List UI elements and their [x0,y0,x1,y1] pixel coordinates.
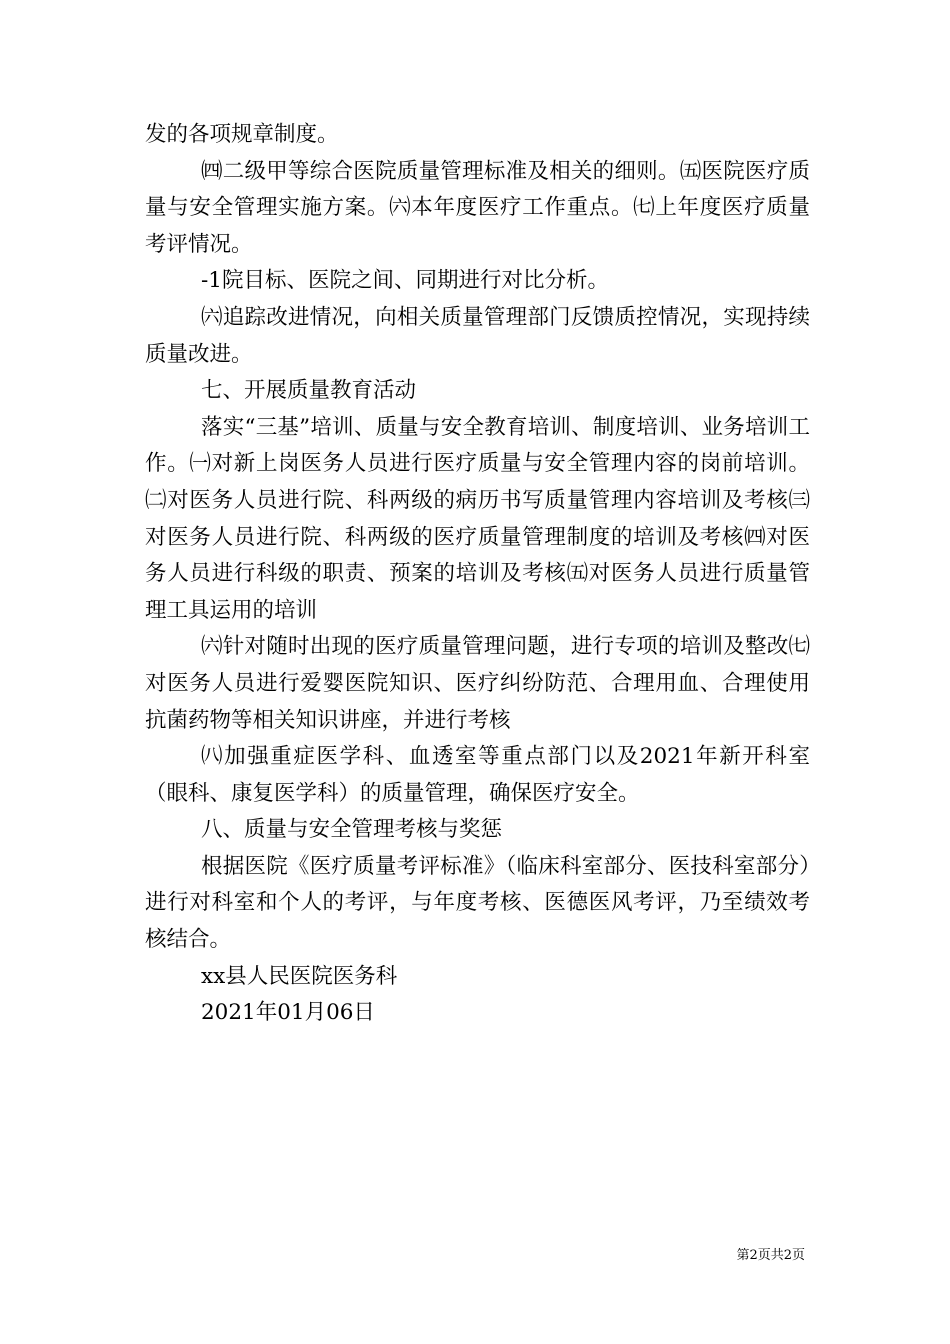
paragraph-training-items: 落实“三基”培训、质量与安全教育培训、制度培训、业务培训工作。㈠对新上岗医务人员进行医疗质量与安全管理内容的岗前培训。㈡对医务人员进行院、科两级的病历书写质量管理内容培训及考核㈢对医务人员进行院、科两级的医疗质量管理制度的培训及考核㈣对医务人员进行科级的职责、预案的培训及考核㈤对医务人员进行质量管理工具运用的培训 [145,414,810,623]
paragraph-assessment-standard: 根据医院《医疗质量考评标准》（临床科室部分、医技科室部分）进行对科室和个人的考评，与年度考核、医德医风考评，乃至绩效考核结合。 [145,853,810,953]
paragraph-key-departments: ㈧加强重症医学科、血透室等重点部门以及2021年新开科室（眼科、康复医学科）的质量管理，确保医疗安全。 [145,744,810,806]
paragraph-comparison-analysis: -1院目标、医院之间、同期进行对比分析。 [201,268,609,294]
paragraph-standards-list: ㈣二级甲等综合医院质量管理标准及相关的细则。㈤医院医疗质量与安全管理实施方案。㈥本年度医疗工作重点。㈦上年度医疗质量考评情况。 [145,158,810,257]
document-body [145,117,810,1032]
signature-date: 2021年01月06日 [201,1000,375,1026]
section-heading-assessment-rewards: 八、质量与安全管理考核与奖惩 [201,817,503,843]
signature-department: xx县人民医院医务科 [201,963,398,989]
page-number-footer: 第2页共2页 [736,1248,805,1263]
section-heading-quality-education: 七、开展质量教育活动 [201,378,417,404]
paragraph-continuation: 发的各项规章制度。 [145,122,339,147]
paragraph-special-training: ㈥针对随时出现的医疗质量管理问题，进行专项的培训及整改㈦对医务人员进行爱婴医院知识、医疗纠纷防范、合理用血、合理使用抗菌药物等相关知识讲座，并进行考核 [145,634,810,733]
paragraph-tracking-improvement: ㈥追踪改进情况，向相关质量管理部门反馈质控情况，实现持续质量改进。 [145,304,810,367]
